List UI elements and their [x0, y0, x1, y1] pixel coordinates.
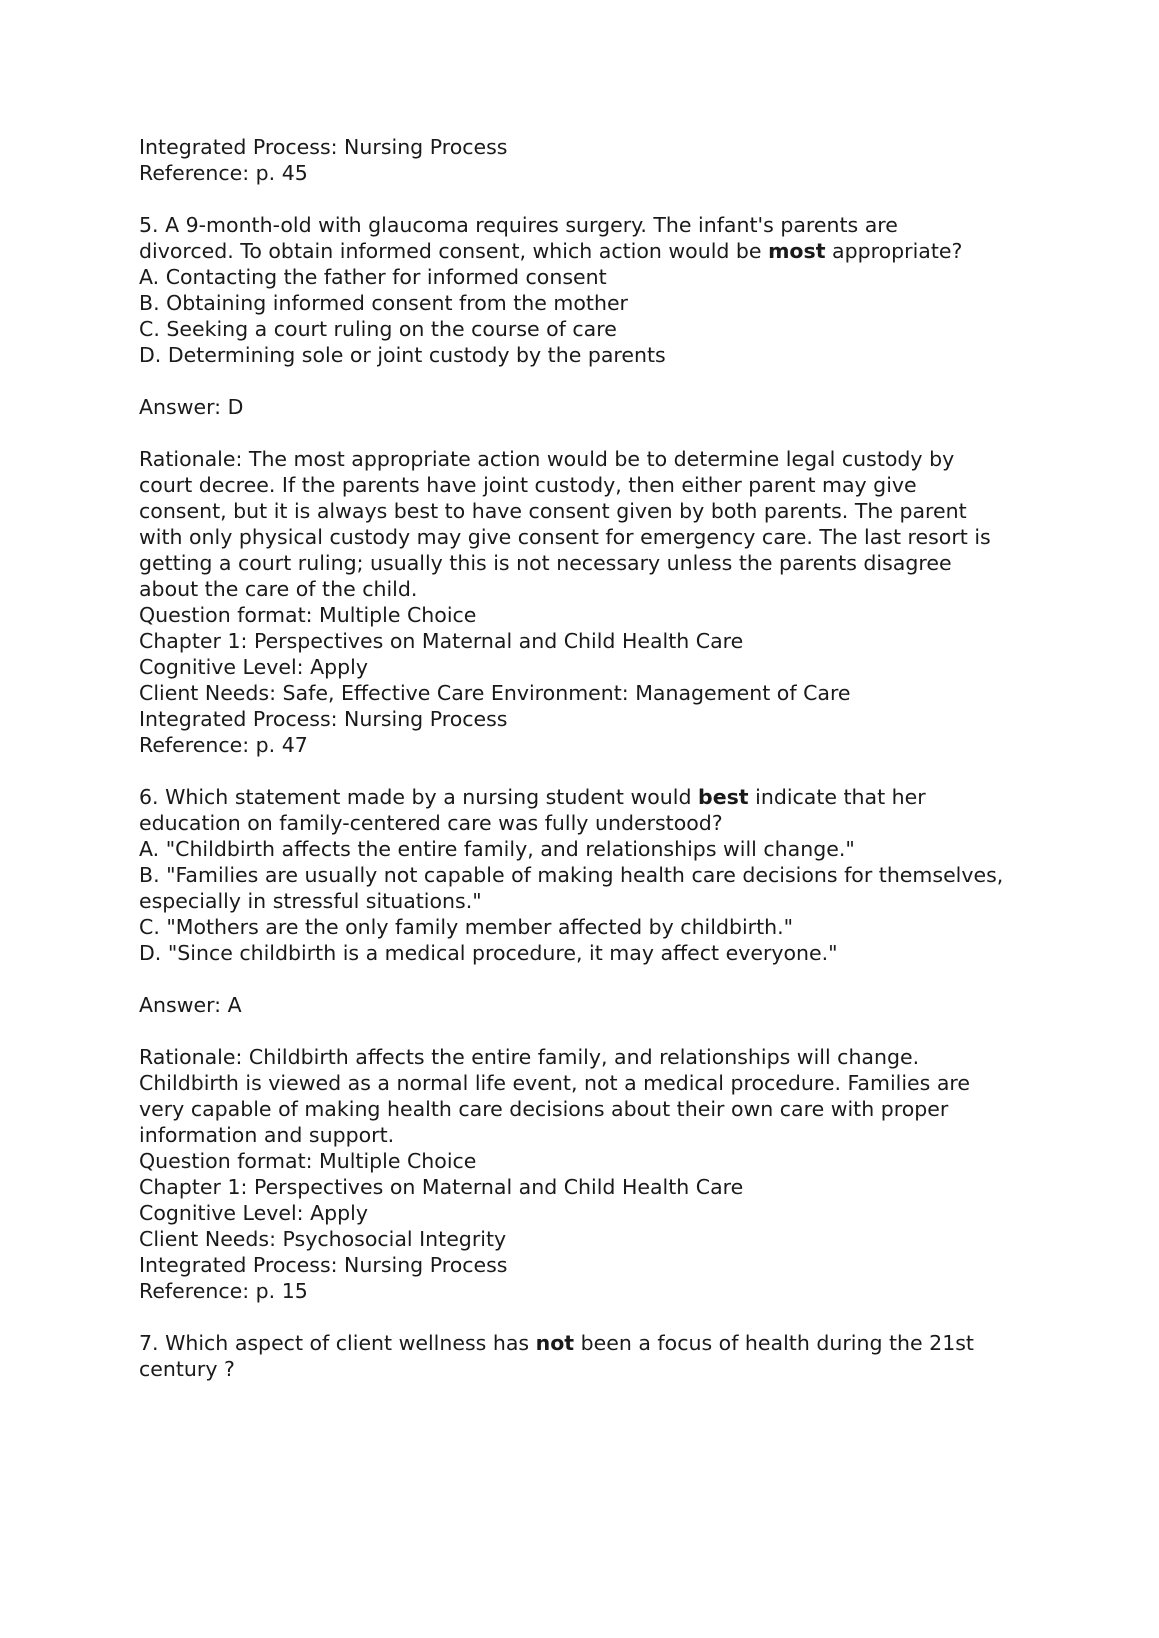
- meta-cognitive-level: Cognitive Level: Apply: [139, 655, 368, 679]
- question-stem: 7. Which aspect of client wellness has not been a focus of health during the 21st: [139, 1331, 974, 1355]
- meta-client-needs: Client Needs: Safe, Effective Care Environment: Management of Care: [139, 681, 851, 705]
- meta-reference: Reference: p. 15: [139, 1279, 308, 1303]
- question-stem: 6. Which statement made by a nursing student would best indicate that her: [139, 785, 926, 809]
- answer-option-c: C. Seeking a court ruling on the course of care: [139, 317, 617, 341]
- rationale-line: very capable of making health care decisions about their own care with proper: [139, 1097, 949, 1121]
- rationale-line: getting a court ruling; usually this is not necessary unless the parents disagree: [139, 551, 952, 575]
- rationale-line: with only physical custody may give consent for emergency care. The last resort is: [139, 525, 991, 549]
- rationale-line: about the care of the child.: [139, 577, 418, 601]
- question-stem: education on family-centered care was fully understood?: [139, 811, 723, 835]
- meta-integrated-process: Integrated Process: Nursing Process: [139, 1253, 508, 1277]
- meta-chapter: Chapter 1: Perspectives on Maternal and Child Health Care: [139, 1175, 744, 1199]
- answer-option-d: D. Determining sole or joint custody by the parents: [139, 343, 666, 367]
- question-stem: 5. A 9-month-old with glaucoma requires surgery. The infant's parents are: [139, 213, 898, 237]
- answer-key: Answer: D: [139, 395, 244, 419]
- meta-reference: Reference: p. 45: [139, 161, 308, 185]
- question-7: [139, 1330, 1039, 1382]
- answer-key: Answer: A: [139, 993, 242, 1017]
- answer-option-b: B. "Families are usually not capable of making health care decisions for themselves,: [139, 863, 1004, 887]
- emphasis-word: best: [698, 785, 749, 809]
- meta-integrated-process: Integrated Process: Nursing Process: [139, 707, 508, 731]
- rationale-line: Rationale: Childbirth affects the entire family, and relationships will change.: [139, 1045, 920, 1069]
- question-6: [139, 784, 1039, 1304]
- answer-option-a: A. "Childbirth affects the entire family, and relationships will change.": [139, 837, 855, 861]
- meta-reference: Reference: p. 47: [139, 733, 308, 757]
- question-stem: century ?: [139, 1357, 235, 1381]
- rationale-line: consent, but it is always best to have consent given by both parents. The parent: [139, 499, 967, 523]
- answer-option-a: A. Contacting the father for informed consent: [139, 265, 607, 289]
- answer-option-b: B. Obtaining informed consent from the mother: [139, 291, 628, 315]
- rationale-line: Childbirth is viewed as a normal life event, not a medical procedure. Families are: [139, 1071, 971, 1095]
- document-page: [139, 134, 1039, 1382]
- question-stem: divorced. To obtain informed consent, which action would be most appropriate?: [139, 239, 963, 263]
- answer-option-b-continued: especially in stressful situations.": [139, 889, 482, 913]
- question-5: [139, 212, 1039, 758]
- emphasis-word: not: [535, 1331, 575, 1355]
- rationale-line: court decree. If the parents have joint custody, then either parent may give: [139, 473, 917, 497]
- emphasis-word: most: [768, 239, 826, 263]
- answer-option-c: C. "Mothers are the only family member affected by childbirth.": [139, 915, 794, 939]
- answer-option-d: D. "Since childbirth is a medical procedure, it may affect everyone.": [139, 941, 838, 965]
- meta-client-needs: Client Needs: Psychosocial Integrity: [139, 1227, 507, 1251]
- rationale-line: information and support.: [139, 1123, 395, 1147]
- meta-question-format: Question format: Multiple Choice: [139, 603, 477, 627]
- meta-question-format: Question format: Multiple Choice: [139, 1149, 477, 1173]
- rationale-line: Rationale: The most appropriate action would be to determine legal custody by: [139, 447, 955, 471]
- meta-chapter: Chapter 1: Perspectives on Maternal and Child Health Care: [139, 629, 744, 653]
- meta-cognitive-level: Cognitive Level: Apply: [139, 1201, 368, 1225]
- meta-integrated-process: Integrated Process: Nursing Process: [139, 135, 508, 159]
